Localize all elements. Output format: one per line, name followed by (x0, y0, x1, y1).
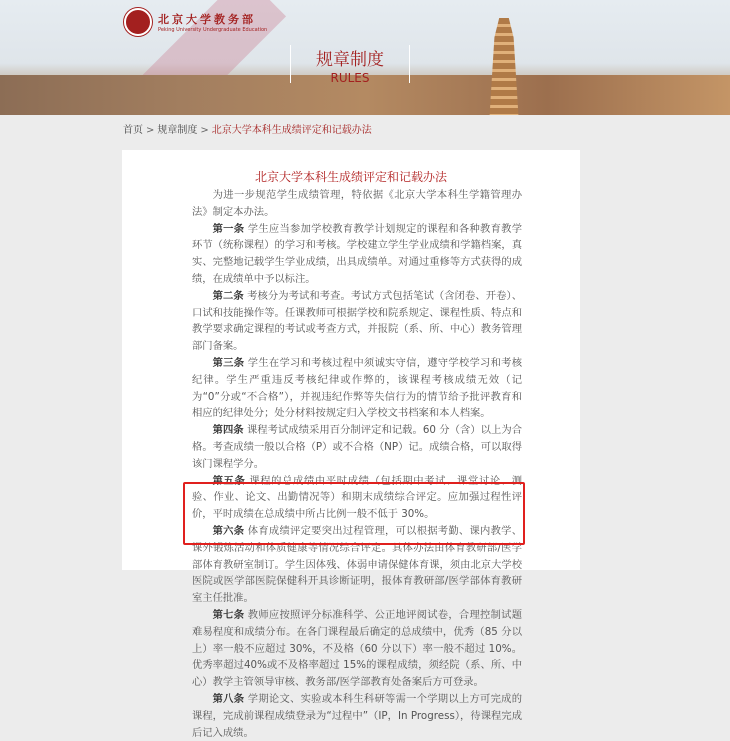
article-paragraph (192, 221, 522, 288)
article-clause-label: 第五条 (212, 474, 246, 487)
article-clause-text: 考核分为考试和考查。考试方式包括笔试（含闭卷、开卷）、口试和技能操作等。任课教师可根据学校和院系规定、课程性质、特点和教学要求确定课程的考试或考查方式，并报院（系、所、中心）教务管理部门备案。 (192, 289, 523, 353)
header-banner (0, 0, 730, 115)
article-paragraph (192, 355, 522, 422)
article-clause-text: 学生在学习和考核过程中须诚实守信，遵守学校学习和考核纪律。学生严重违反考核纪律或作弊的，该课程考核成绩无效（记为“0”分或“不合格”），并视违纪作弊等失信行为的情节给予批评教育和相应的纪律处分；处分材料按规定归入学校文书档案和本人档案。 (192, 356, 522, 420)
breadcrumb (123, 121, 372, 136)
university-seal-icon (124, 8, 152, 36)
article-clause-label: 第二条 (212, 289, 244, 302)
breadcrumb-home[interactable]: 首页 (123, 125, 143, 136)
article-body (192, 187, 522, 741)
site-logo[interactable] (124, 8, 267, 36)
section-title-cn: 规章制度 (316, 50, 384, 70)
article-paragraph (192, 187, 522, 221)
article-clause-label: 第八条 (212, 692, 245, 705)
article-paragraph (192, 288, 522, 355)
article-clause-text: 学生应当参加学校教育教学计划规定的课程和各种教育教学环节（统称课程）的学习和考核。学校建立学生学业成绩和学籍档案，真实、完整地记载学生学业成绩，出具成绩单。对通过重修等方式获得的成绩，在成绩单中予以标注。 (192, 222, 522, 285)
logo-subtitle: Peking University Undergraduate Education (158, 27, 268, 33)
highlight-box (183, 482, 525, 545)
article-clause-text: 课程考试成绩采用百分制评定和记载。60 分（含）以上为合格。考查成绩一般以合格（P）或不合格（NP）记。成绩合格，可以取得该门课程学分。 (192, 424, 522, 470)
article-clause-label: 第七条 (212, 608, 245, 621)
section-heading (290, 45, 410, 83)
article-clause-label: 第四条 (212, 424, 244, 437)
logo-title: 北京大学教务部 (158, 13, 256, 26)
article-paragraph (192, 422, 522, 472)
breadcrumb-separator: > (200, 125, 209, 136)
article-clause-text: 体育成绩评定要突出过程管理，可以根据考勤、课内教学、课外锻炼活动和体质健康等情况综合评定。具体办法由体育教研部/医学部体育教研室制订。学生因体残、体弱申请保健体育课，须由北京大学校医院或医学部医院保健科开具诊断证明，报体育教研部/医学部体育教研室主任批准。 (192, 524, 522, 605)
article-paragraph (192, 691, 522, 741)
breadcrumb-current[interactable]: 北京大学本科生成绩评定和记载办法 (211, 125, 372, 136)
article-clause-label: 第一条 (212, 222, 245, 235)
article-title: 北京大学本科生成绩评定和记载办法 (254, 170, 447, 184)
breadcrumb-section[interactable]: 规章制度 (157, 125, 198, 136)
breadcrumb-separator: > (146, 125, 155, 136)
article-clause-text: 学期论文、实验或本科生科研等需一个学期以上方可完成的课程，完成前课程成绩登录为“过程中”（IP，In Progress），待课程完成后记入成绩。 (192, 692, 522, 739)
article-clause-text: 为进一步规范学生成绩管理，特依据《北京大学本科生学籍管理办法》制定本办法。 (192, 189, 522, 218)
article-clause-label: 第三条 (212, 356, 245, 369)
article-clause-text: 教师应按照评分标准科学、公正地评阅试卷，合理控制试题难易程度和成绩分布。在各门课程最后确定的总成绩中，优秀（85 分以上）率一般不应超过 30%，不及格（60 分以下）率一般不超过 10%。优秀率超过40%或不及格率超过 15%的课程成绩，须经院（系、所、中心）教学主管领导审核、教务部/医学部教育处备案后方可登录。 (192, 608, 522, 689)
article-paragraph (192, 607, 522, 691)
article-clause-label: 第六条 (212, 524, 245, 537)
article-clause-text: 课程的总成绩由平时成绩（包括期中考试、课堂讨论、测验、作业、论文、出勤情况等）和期末成绩综合评定。应加强过程性评价，平时成绩在总成绩中所占比例一般不低于 30%。 (192, 474, 523, 521)
section-title-en: RULES (330, 71, 370, 85)
